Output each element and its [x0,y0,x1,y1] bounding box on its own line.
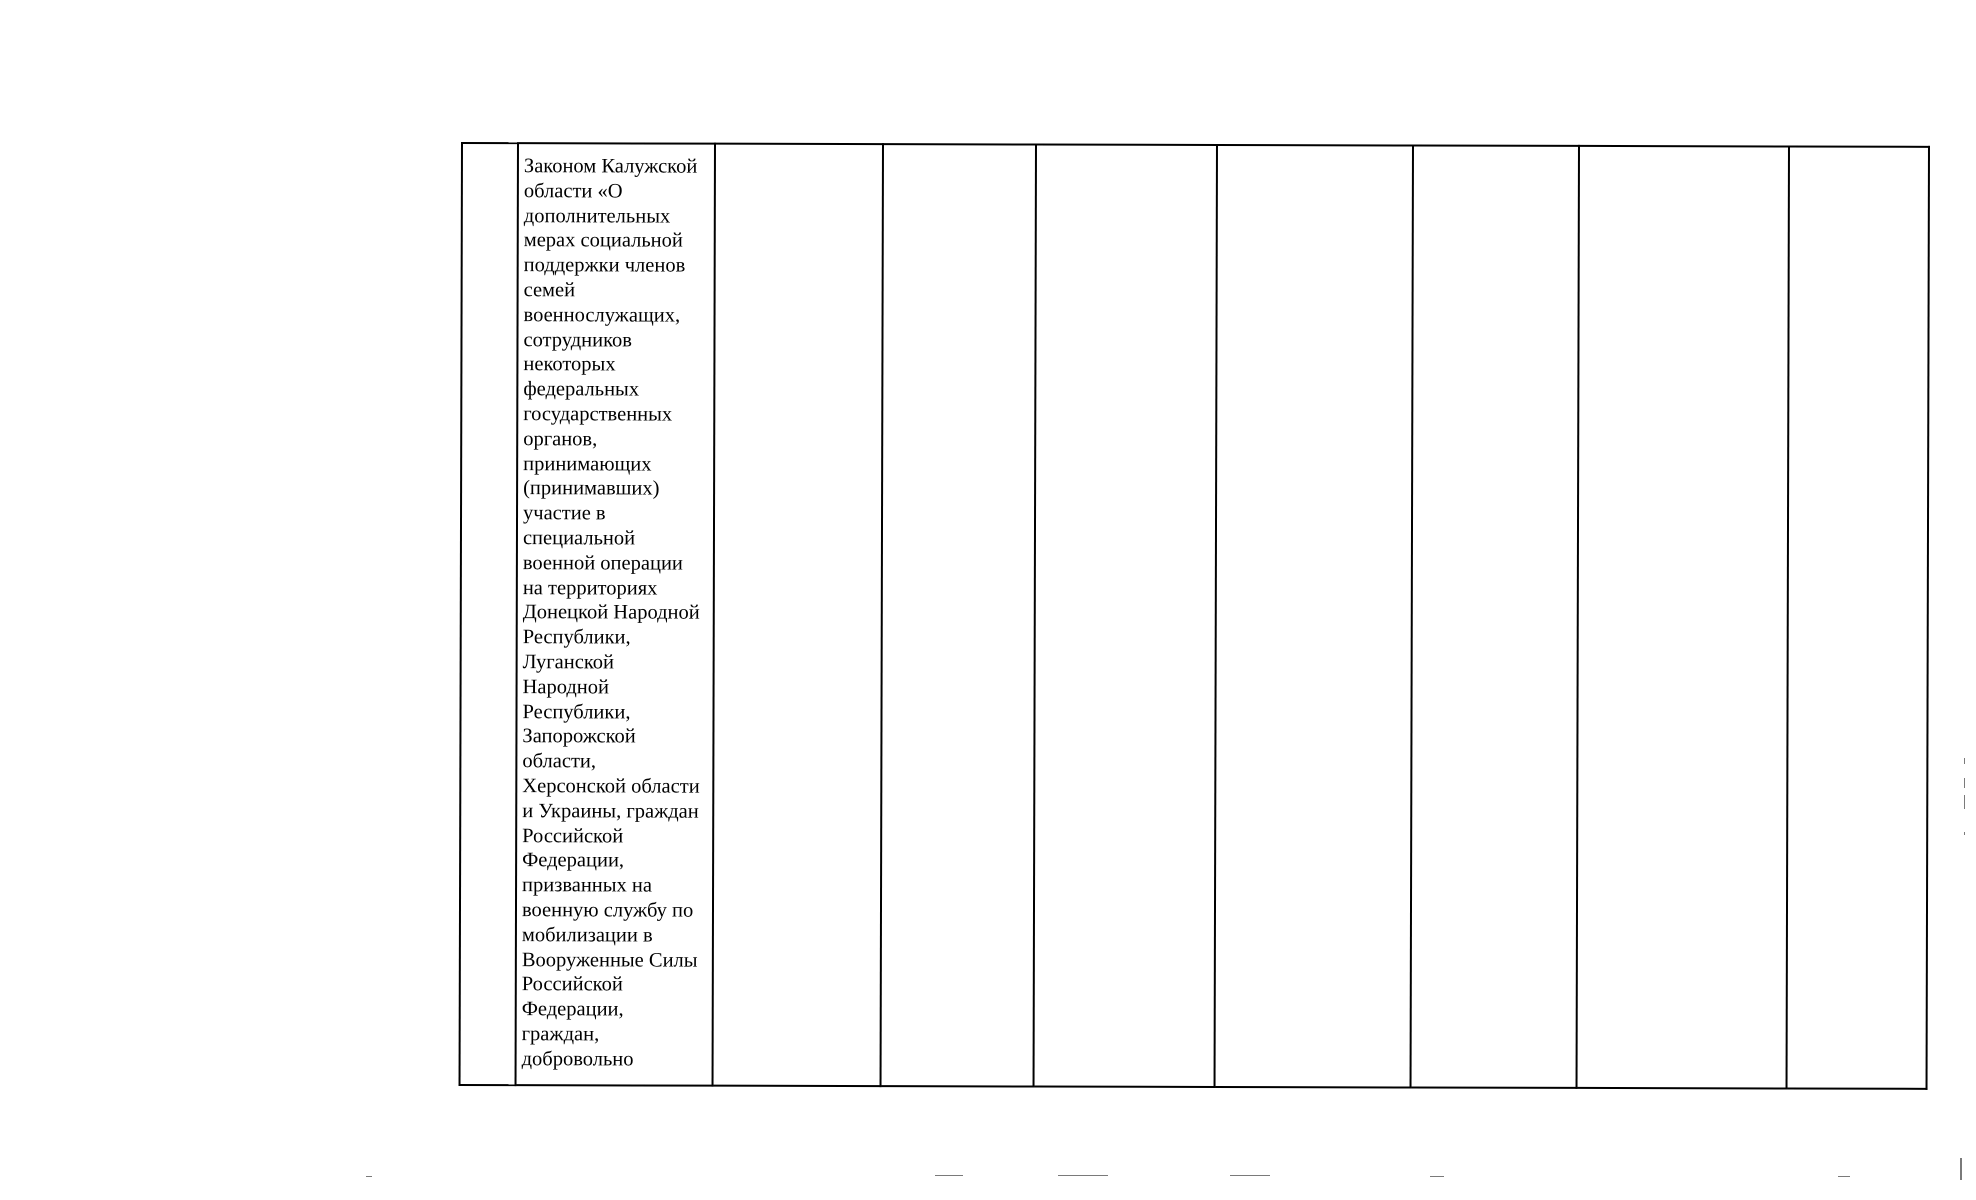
table-cell-legal-basis: Законом Калужской области «О дополнительных мерах социальной поддержки членов семей военнослужащих, сотрудников некоторых федеральных государственных органов, принимающих (принимавших) участие в специальной военной операции на территориях Донецкой Народной Республики, Луганской Народной Республики, Запорожской области, Херсонской области и Украины, граждан Российской Федерации, призванных на военную службу по мобилизации в Вооруженные Силы Российской Федерации, граждан, добровольно [516,143,715,1086]
scan-artifact [1964,795,1965,809]
table-cell-empty [1411,145,1579,1087]
scan-artifact [1964,832,1965,835]
table-cell-empty [1215,145,1413,1088]
scan-artifact [935,1175,963,1176]
document-table [459,142,1930,1090]
scan-artifact [1058,1175,1108,1176]
scan-artifact [1838,1176,1850,1177]
scan-artifact [1960,1158,1962,1180]
scan-artifact [1964,778,1965,788]
table-cell-empty [881,144,1036,1086]
scan-artifact [366,1176,372,1177]
table-cell-empty [713,144,883,1086]
table-cell-empty [1787,146,1929,1088]
scan-artifact [1430,1176,1444,1177]
table-row [460,143,1929,1089]
table-cell-number [460,143,518,1085]
scan-artifact [1230,1175,1270,1176]
table-cell-empty [1577,146,1789,1089]
scan-artifact [1964,758,1965,764]
table-cell-empty [1034,145,1217,1087]
